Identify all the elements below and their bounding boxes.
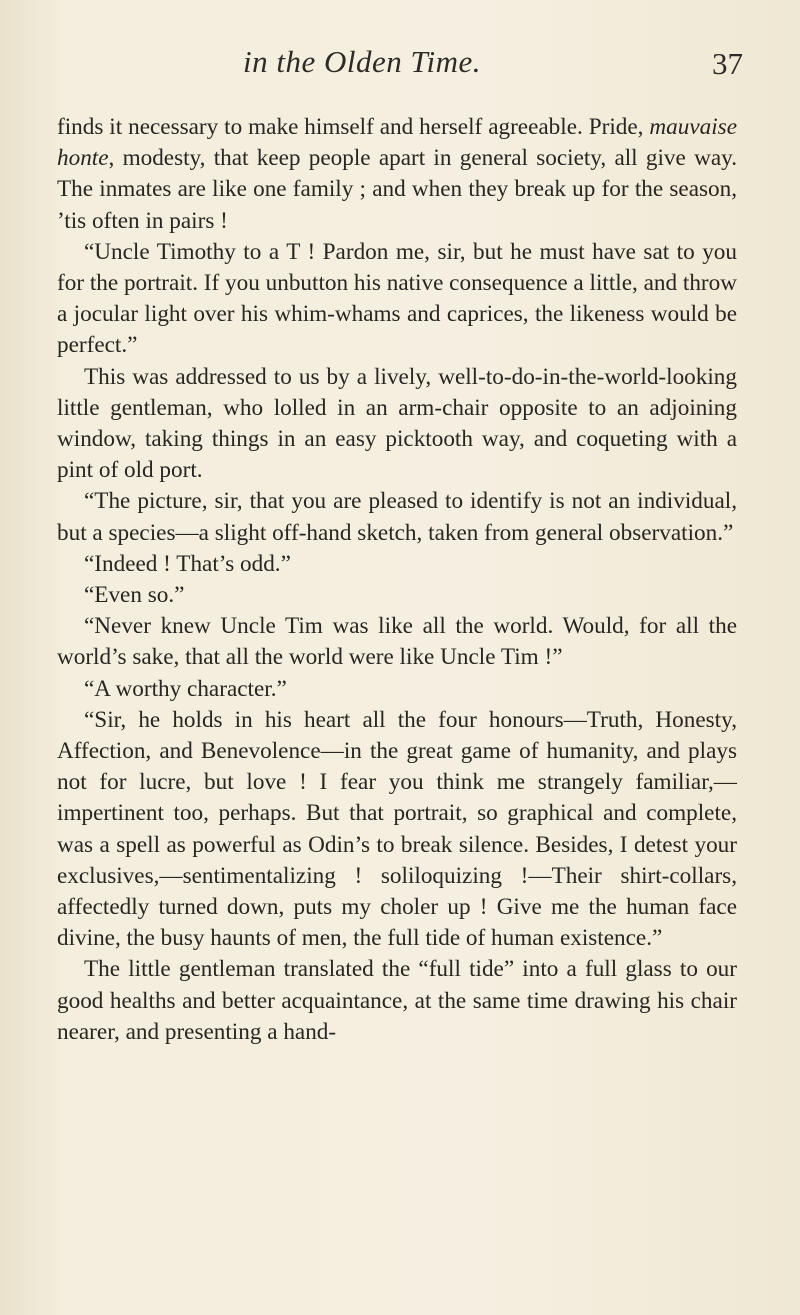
paragraph: This was addressed to us by a lively, well-to-do-in-the-world-looking little gentleman, who lolled in an arm-chair opposite to an adjoining window, taking things in an easy picktooth way, and coqueting with a pint of old port.	[57, 363, 737, 484]
paragraph: “Never knew Uncle Tim was like all the world. Would, for all the world’s sake, that all the world were like Uncle Tim !”	[57, 613, 737, 671]
paragraph-text: finds it necessary to make himself and herself agreeable. Pride,	[57, 114, 650, 140]
body-text	[57, 112, 737, 1048]
paragraph: “The picture, sir, that you are pleased to identify is not an individual, but a species—a slight off-hand sketch, taken from general observation.”	[57, 488, 737, 546]
page-number: 37	[712, 46, 743, 81]
paragraph: The little gentleman translated the “full tide” into a full glass to our good healths and better acquaintance, at the same time drawing his chair nearer, and presenting a hand-	[57, 956, 737, 1045]
paragraph: “A worthy character.”	[84, 675, 287, 702]
running-head: in the Olden Time.	[243, 44, 482, 79]
paragraph: “Indeed ! That’s odd.”	[84, 550, 291, 577]
paragraph-text-continued: , modesty, that keep people apart in general society, all give way. The inmates are like one family ; and when they break up for the season, ’tis often in pairs !	[57, 145, 737, 234]
paragraph: “Uncle Timothy to a T ! Pardon me, sir, but he must have sat to you for the portrait. If you unbutton his native consequence a little, and throw a jocular light over his whim-whams and caprices, the likeness would be perfect.”	[57, 238, 737, 359]
italic-phrase: mauvaise honte	[57, 114, 737, 172]
paragraph: “Even so.”	[84, 582, 185, 609]
paragraph	[57, 112, 737, 237]
page-header	[0, 44, 800, 84]
paragraph: “Sir, he holds in his heart all the four honours—Truth, Honesty, Affection, and Benevolence—in the great game of humanity, and plays not for lucre, but love ! I fear you think me strangely familiar,—impertinent too, perhaps. But that portrait, so graphical and complete, was a spell as powerful as Odin’s to break silence. Besides, I detest your exclusives,—sentimentalizing ! soliloquizing !—Their shirt-collars, affectedly turned down, puts my choler up ! Give me the human face divine, the busy haunts of men, the full tide of human existence.”	[57, 706, 737, 952]
